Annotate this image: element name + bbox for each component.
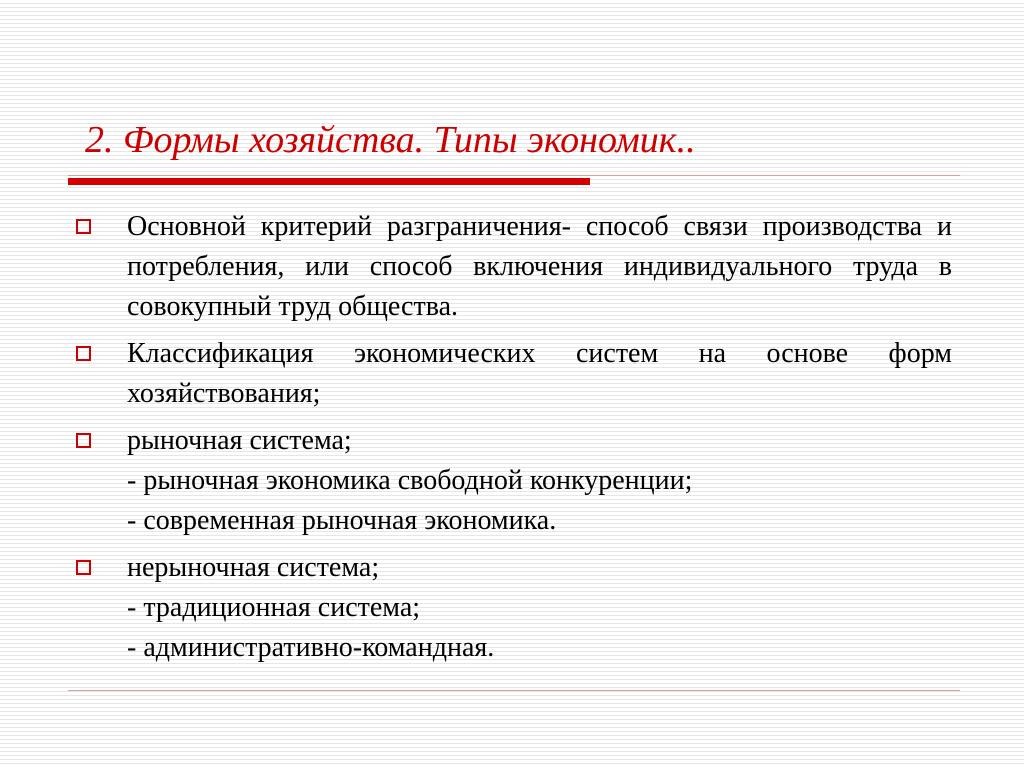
title-divider-thin	[68, 175, 960, 176]
title-divider-thick	[68, 178, 590, 185]
bullet-item-criterion	[76, 207, 952, 327]
slide-title: 2. Формы хозяйства. Типы экономик..	[85, 119, 696, 161]
bullet-subline: - традиционная система;	[127, 592, 421, 623]
bullet-item-market-system	[76, 421, 952, 541]
bullet-text	[127, 421, 952, 541]
hollow-square-bullet-icon	[76, 346, 91, 361]
bullet-subline: - рыночная экономика свободной конкуренции;	[127, 465, 693, 496]
bullet-list	[76, 207, 952, 675]
bullet-text: Классификация экономических систем на основе форм хозяйствования;	[127, 338, 952, 409]
hollow-square-bullet-icon	[76, 219, 91, 234]
bullet-subline: - административно-командная.	[127, 632, 495, 663]
bullet-item-non-market-system	[76, 548, 952, 668]
bullet-line: нерыночная система;	[127, 552, 380, 583]
bullet-subline: - современная рыночная экономика.	[127, 505, 557, 536]
hollow-square-bullet-icon	[76, 433, 91, 448]
bottom-divider	[68, 690, 960, 691]
bullet-text	[127, 548, 952, 668]
bullet-line: рыночная система;	[127, 425, 352, 456]
hollow-square-bullet-icon	[76, 560, 91, 575]
bullet-item-classification	[76, 334, 952, 414]
bullet-text: Основной критерий разграничения- способ связи производства и потребления, или способ включения индивидуального труда в совокупный труд общества.	[127, 211, 952, 322]
